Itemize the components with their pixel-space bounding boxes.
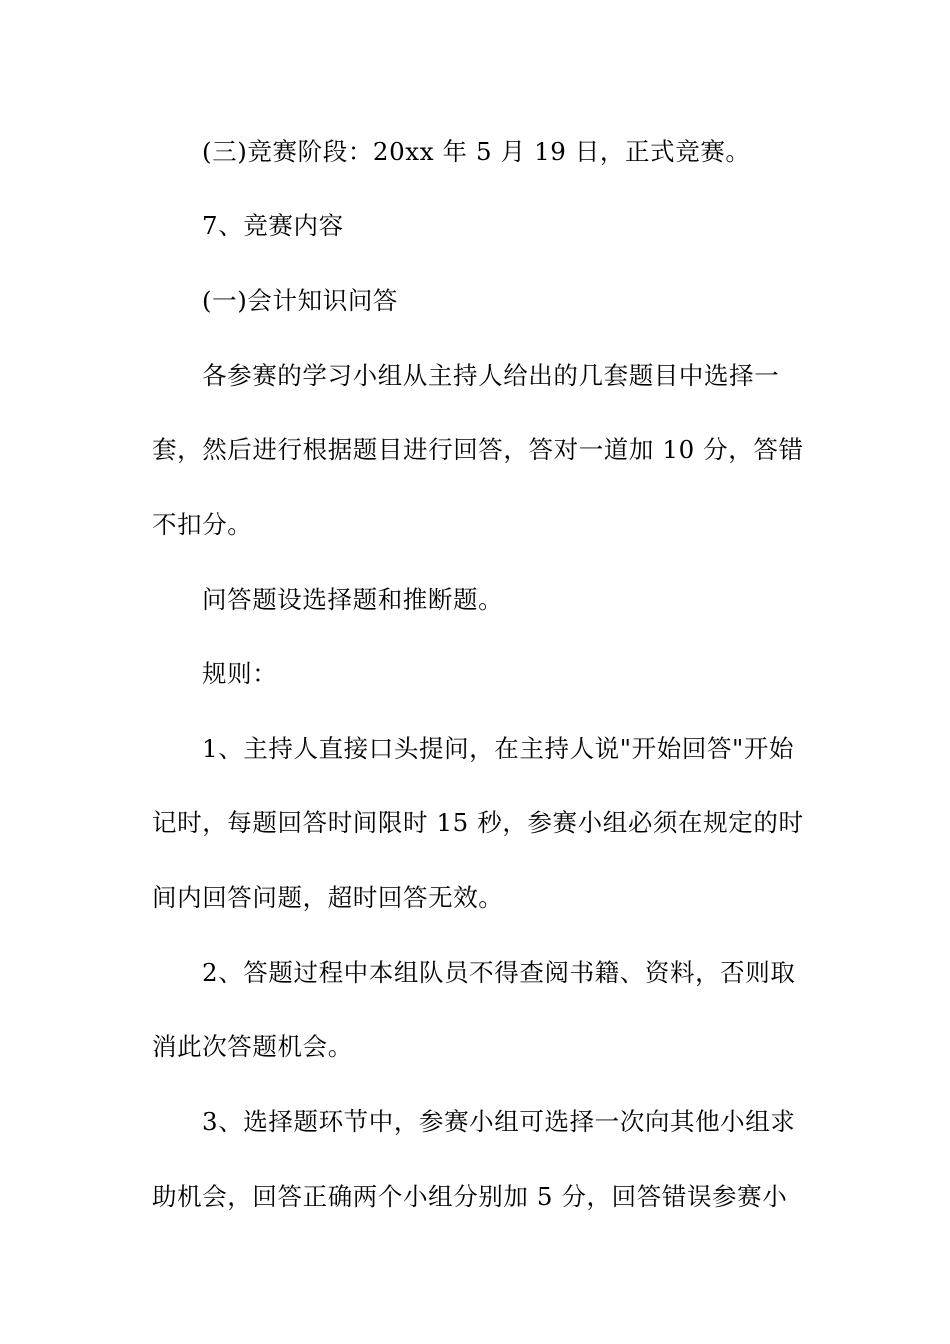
rule-2-line-1: 2、答题过程中本组队员不得查阅书籍、资料，否则取 bbox=[202, 958, 796, 987]
rule-3-line-1: 3、选择题环节中，参赛小组可选择一次向其他小组求 bbox=[202, 1107, 796, 1136]
rule-1-line-1: 1、主持人直接口头提问，在主持人说"开始回答"开始 bbox=[202, 734, 795, 763]
rules-heading: 规则： bbox=[202, 659, 278, 688]
paragraph-quiz-intro-line-2: 套，然后进行根据题目进行回答，答对一道加 10 分，答错 bbox=[152, 435, 804, 464]
subsection-heading-accounting-quiz: (一)会计知识问答 bbox=[202, 286, 399, 315]
rule-3-line-2: 助机会，回答正确两个小组分别加 5 分，回答错误参赛小 bbox=[152, 1182, 788, 1211]
paragraph-stage-line: (三)竞赛阶段：20xx 年 5 月 19 日，正式竞赛。 bbox=[202, 137, 751, 166]
rule-2-line-2: 消此次答题机会。 bbox=[152, 1032, 353, 1061]
paragraph-quiz-intro-line-3: 不扣分。 bbox=[152, 510, 253, 539]
paragraph-quiz-intro-line-1: 各参赛的学习小组从主持人给出的几套题目中选择一 bbox=[202, 361, 780, 390]
paragraph-question-types: 问答题设选择题和推断题。 bbox=[202, 585, 504, 614]
rule-1-line-2: 记时，每题回答时间限时 15 秒，参赛小组必须在规定的时 bbox=[152, 808, 804, 837]
rule-1-line-3: 间内回答问题，超时回答无效。 bbox=[152, 883, 504, 912]
section-heading-competition-content: 7、竞赛内容 bbox=[202, 211, 344, 240]
